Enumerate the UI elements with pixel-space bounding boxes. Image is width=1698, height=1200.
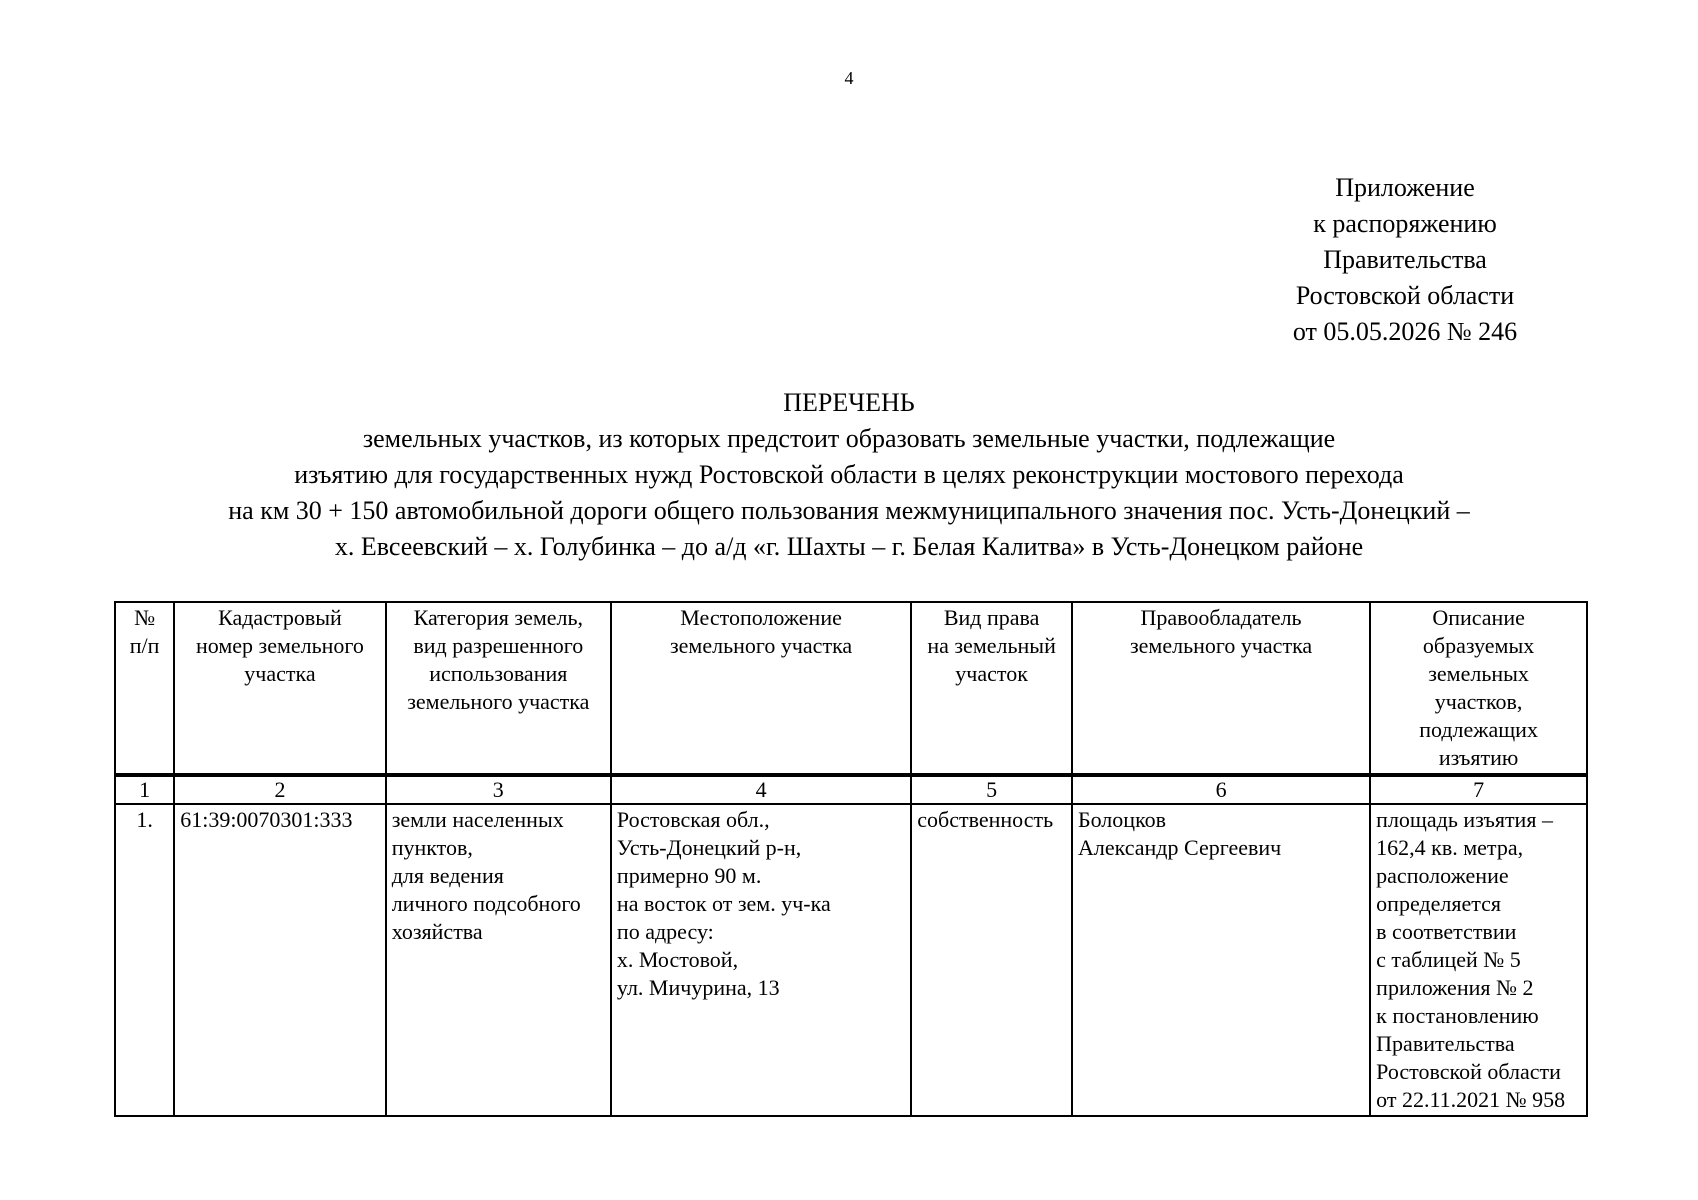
header-cell-right-type [911, 602, 1072, 775]
header-text: на земельный [927, 633, 1056, 658]
cell-text: хозяйства [391, 919, 483, 944]
title-line: изъятию для государственных нужд Ростовской области в целях реконструкции мостового перехода [294, 460, 1404, 489]
cell-text: Правительства [1376, 1031, 1515, 1056]
cell-right-type [911, 804, 1072, 1116]
appendix-line: Правительства [1323, 245, 1487, 274]
table-header-row [115, 602, 1587, 775]
header-cell-number [115, 602, 174, 775]
header-text: № [134, 605, 156, 630]
header-text: номер земельного [195, 633, 364, 658]
cell-text: Ростовская обл., [616, 807, 770, 832]
cell-text: земли населенных [391, 807, 564, 832]
title-heading: ПЕРЕЧЕНЬ [783, 388, 915, 417]
title-line: х. Евсеевский – х. Голубинка – до а/д «г. Шахты – г. Белая Калитва» в Усть-Донецком районе [334, 532, 1364, 561]
column-number: 5 [911, 775, 1072, 804]
header-text: п/п [129, 633, 160, 658]
cell-text: х. Мостовой, [616, 947, 739, 972]
title-line: на км 30 + 150 автомобильной дороги общего пользования межмуниципального значения пос. Усть-Донецкий – [228, 496, 1470, 525]
table-row [115, 804, 1587, 1116]
header-text: участка [244, 661, 316, 686]
header-text: земельного участка [407, 689, 590, 714]
cell-text: в соответствии [1376, 919, 1517, 944]
cell-text: по адресу: [616, 919, 714, 944]
header-cell-location [611, 602, 911, 775]
cell-text: Ростовской области [1376, 1059, 1561, 1084]
header-text: участков, [1434, 689, 1523, 714]
appendix-line: к распоряжению [1313, 209, 1497, 238]
cell-text: к постановлению [1376, 1003, 1539, 1028]
land-plots-table [114, 601, 1588, 1117]
cell-owner [1072, 804, 1370, 1116]
header-text: земельных [1428, 661, 1529, 686]
header-cell-cadastral-number [174, 602, 385, 775]
header-text: Кадастровый [218, 605, 342, 630]
appendix-line: Приложение [1335, 173, 1475, 202]
cell-text: на восток от зем. уч-ка [616, 891, 831, 916]
header-text: Правообладатель [1140, 605, 1302, 630]
column-number: 1 [115, 775, 174, 804]
column-number: 3 [386, 775, 611, 804]
header-text: Местоположение [680, 605, 842, 630]
column-number: 6 [1072, 775, 1370, 804]
header-text: Вид права [943, 605, 1040, 630]
cell-description [1370, 804, 1587, 1116]
document-title [100, 385, 1598, 565]
header-cell-owner [1072, 602, 1370, 775]
column-numbers-row [115, 775, 1587, 804]
cell-row-number [115, 804, 174, 1116]
header-text: Описание [1432, 605, 1525, 630]
header-text: изъятию [1438, 745, 1519, 770]
header-text: подлежащих [1419, 717, 1538, 742]
column-number: 7 [1370, 775, 1587, 804]
column-number: 2 [174, 775, 385, 804]
header-text: использования [429, 661, 568, 686]
cell-location [611, 804, 911, 1116]
header-text: Категория земель, [413, 605, 584, 630]
cell-text: Александр Сергеевич [1077, 835, 1282, 860]
appendix-stamp [1240, 170, 1570, 350]
header-text: участок [955, 661, 1028, 686]
cell-text: приложения № 2 [1376, 975, 1534, 1000]
header-cell-land-category [386, 602, 611, 775]
cell-text: для ведения [391, 863, 504, 888]
cell-text: с таблицей № 5 [1376, 947, 1521, 972]
cell-text: 162,4 кв. метра, [1376, 835, 1524, 860]
header-text: образуемых [1422, 633, 1535, 658]
cell-text: собственность [917, 807, 1054, 832]
cell-text: 61:39:0070301:333 [180, 807, 353, 832]
header-cell-description [1370, 602, 1587, 775]
appendix-line: Ростовской области [1295, 281, 1515, 310]
cell-text: личного подсобного [391, 891, 581, 916]
cell-text: примерно 90 м. [616, 863, 762, 888]
cell-text: площадь изъятия – [1376, 807, 1553, 832]
cell-text: Усть-Донецкий р-н, [616, 835, 802, 860]
header-text: земельного участка [669, 633, 853, 658]
cell-text: от 22.11.2021 № 958 [1376, 1087, 1566, 1112]
cell-text: определяется [1376, 891, 1502, 916]
title-line: земельных участков, из которых предстоит образовать земельные участки, подлежащие [362, 424, 1336, 453]
cell-text: Болоцков [1077, 807, 1167, 832]
header-text: земельного участка [1129, 633, 1313, 658]
cell-text: ул. Мичурина, 13 [616, 975, 780, 1000]
page-number: 4 [844, 68, 854, 88]
column-number: 4 [611, 775, 911, 804]
cell-text: 1. [136, 807, 153, 832]
cell-text: пунктов, [391, 835, 473, 860]
cell-cadastral-number [174, 804, 385, 1116]
cell-land-category [386, 804, 611, 1116]
appendix-line: от 05.05.2026 № 246 [1292, 317, 1518, 346]
header-text: вид разрешенного [413, 633, 584, 658]
cell-text: расположение [1376, 863, 1509, 888]
